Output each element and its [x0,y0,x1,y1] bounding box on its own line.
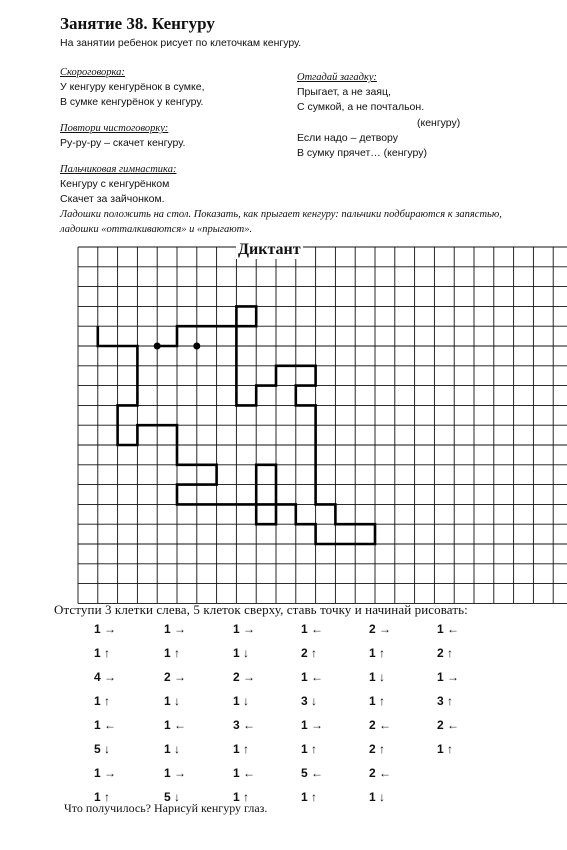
dictation-step: 1 ← [233,766,256,780]
riddle-answer-1: (кенгуру) [417,117,461,129]
dictation-step: 2 → [233,670,256,684]
dictation-step: 1 ← [94,718,117,732]
finger-gym-instruction: Ладошки положить на стол. Показать, как прыгает кенгуру: пальчики подбираются к запястью, ладошки «отталкиваются» и «прыгают». [60,209,502,235]
pure-speech-line: Ру-ру-ру – скачет кенгуру. [60,137,186,149]
dictation-step: 1 → [164,622,187,636]
dictation-step: 1 ↓ [369,790,386,804]
dictation-step: 2 → [164,670,187,684]
dictation-step: 2 ← [369,766,392,780]
dictation-step: 1 → [94,766,117,780]
dictation-step: 1 → [164,766,187,780]
dictation-step: 3 ← [233,718,256,732]
dictation-step: 5 ↓ [164,790,181,804]
dictation-step: 1 ↑ [233,790,250,804]
dictation-task: Отступи 3 клетки слева, 5 клеток сверху, ставь точку и начинай рисовать: [54,602,468,617]
dictation-step: 1 ↑ [233,742,250,756]
dictation-step: 1 ↑ [94,694,111,708]
dictation-step: 1 ↑ [164,646,181,660]
dictation-step: 4 → [94,670,117,684]
dictation-step: 1 → [233,622,256,636]
lesson-title: Занятие 38. Кенгуру [60,14,215,33]
dictation-step: 2 → [369,622,392,636]
riddle-line-1: Прыгает, а не заяц, [297,86,391,98]
dictation-step: 2 ← [437,718,460,732]
riddle-line-2: С сумкой, а не почтальон. [297,101,425,113]
eye-dot [193,343,200,350]
dictation-step: 1 ↑ [94,646,111,660]
dictation-step: 1 → [94,622,117,636]
dictation-step: 2 ↑ [301,646,318,660]
dictation-step: 1 ↓ [233,694,250,708]
dictation-step: 1 ↓ [369,670,386,684]
dictation-footer: Что получилось? Нарисуй кенгуру глаз. [64,801,268,815]
dictation-step: 1 ← [301,670,324,684]
riddle-label: Отгадай загадку: [297,72,377,83]
dictation-step: 1 ↓ [233,646,250,660]
dictation-step: 2 ↑ [369,742,386,756]
dictation-step: 1 ← [164,718,187,732]
dictation-step: 5 ↓ [94,742,111,756]
start-dot [154,343,161,350]
dictation-step: 2 ↑ [437,646,454,660]
dictation-step: 3 ↓ [301,694,318,708]
tongue-twister-line-1: У кенгуру кенгурёнок в сумке, [60,81,205,93]
dictation-step: 1 ↑ [301,742,318,756]
lesson-subtitle: На занятии ребенок рисует по клеточкам кенгуру. [60,37,302,49]
dictation-step: 5 ← [301,766,324,780]
dictation-step: 3 ↑ [437,694,454,708]
dictation-step: 1 ↓ [164,742,181,756]
tongue-twister-line-2: В сумке кенгурёнок у кенгуру. [60,96,204,108]
dictation-step: 1 → [301,718,324,732]
riddle-line-4: В сумку прячет… (кенгуру) [297,147,427,159]
dictation-step: 1 ↓ [164,694,181,708]
dictation-step: 2 ← [369,718,392,732]
pure-speech-label: Повтори чистоговорку: [60,123,169,134]
tongue-twister-label: Скороговорка: [60,67,125,78]
dictation-title: Диктант [238,241,301,258]
dictation-step: 1 ← [437,622,460,636]
dictation-step: 1 ↑ [301,790,318,804]
dictation-step: 1 ↑ [369,694,386,708]
riddle-line-3: Если надо – детвору [297,132,399,144]
finger-gym-label: Пальчиковая гимнастика: [60,164,177,175]
finger-gym-line-1: Кенгуру с кенгурёнком [60,178,170,190]
dictation-step: 1 ↑ [94,790,111,804]
dictation-step: 1 ← [301,622,324,636]
dictation-step: 1 → [437,670,460,684]
finger-gym-line-2: Скачет за зайчонком. [60,193,165,205]
dictation-step: 1 ↑ [437,742,454,756]
dictation-step: 1 ↑ [369,646,386,660]
